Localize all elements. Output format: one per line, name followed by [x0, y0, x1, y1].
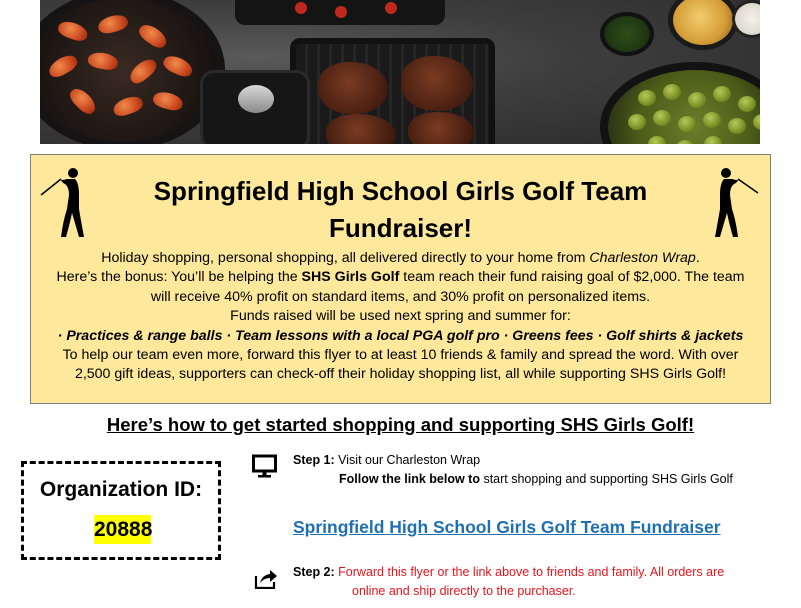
fundraiser-title — [31, 173, 770, 247]
sprouts-skillet — [600, 62, 760, 144]
info-line-3: will receive 40% profit on standard items, and 30% profit on personalized items. — [150, 288, 651, 305]
organization-id-label: Organization ID: — [39, 478, 203, 501]
get-started-heading: Here’s how to get started shopping and supporting SHS Girls Golf! — [106, 414, 695, 435]
grill-pan — [290, 38, 495, 144]
info-line-6: To help our team even more, forward this flyer to at least 10 friends & family and spread the word. With over — [62, 347, 739, 364]
press-lid — [200, 70, 310, 144]
info-line-4: Funds raised will be used next spring and summer for: — [230, 308, 571, 325]
step-2-line-1: Step 2: Forward this flyer or the link above to friends and family. All orders are — [293, 565, 725, 579]
title-line-1: Springfield High School Girls Golf Team — [153, 176, 648, 206]
step-1-instruction: Follow the link below to start shopping and supporting SHS Girls Golf — [339, 472, 733, 486]
cream-bowl — [732, 0, 760, 38]
monitor-icon — [252, 454, 277, 479]
step-1-intro: Step 1: Visit our Charleston Wrap — [293, 453, 481, 467]
organization-id-value: 20888 — [94, 515, 151, 544]
herb-bowl — [600, 12, 654, 56]
fundraiser-description — [31, 249, 770, 385]
skewer-board — [235, 0, 445, 25]
hero-food-photo — [40, 0, 760, 144]
info-line-5: · Practices & range balls · Team lessons with a local PGA golf pro · Greens fees · Golf shirts & jackets — [57, 327, 744, 344]
info-line-7: 2,500 gift ideas, supporters can check-off their holiday shopping list, all while supporting SHS Girls Golf! — [74, 366, 727, 383]
shrimp-skillet — [40, 0, 225, 144]
fundraiser-link[interactable]: Springfield High School Girls Golf Team Fundraiser — [293, 517, 721, 537]
info-line-2: Here’s the bonus: You’ll be helping the SHS Girls Golf team reach their fund raising goal of $2,000. The team — [56, 269, 745, 286]
organization-id-box — [21, 461, 221, 560]
step-2-line-2: online and ship directly to the purchaser. — [352, 584, 576, 598]
fundraiser-info-box — [30, 154, 771, 404]
gratin-bowl — [668, 0, 738, 50]
share-arrow-icon — [254, 567, 278, 589]
info-line-1: Holiday shopping, personal shopping, all delivered directly to your home from Charleston Wrap. — [101, 250, 700, 266]
title-line-2: Fundraiser! — [328, 213, 473, 243]
